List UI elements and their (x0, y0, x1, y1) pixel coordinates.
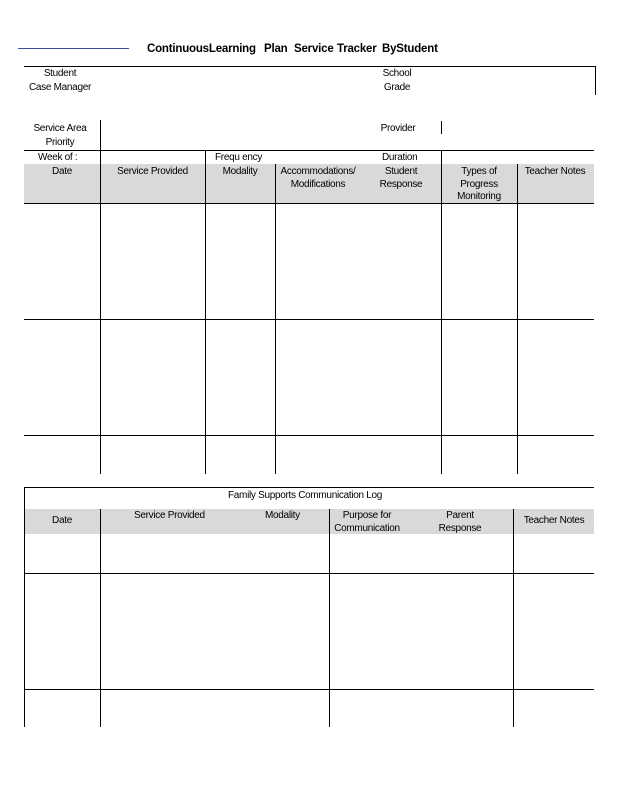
page-title-part-1: ContinuousLearning (147, 43, 256, 55)
list-item (25, 574, 594, 689)
col-header-student-response: Student (384, 166, 418, 177)
service-area-label: Service Area (33, 123, 87, 134)
col-header-progress: Types of (461, 166, 497, 177)
col-header-accommodations-2: Modifications (290, 179, 346, 190)
week-of-label: Week of : (38, 152, 78, 163)
family-header-parent-response-2: Response (438, 523, 482, 534)
family-header-modality: Modality (265, 510, 300, 521)
page-title-part-3: Service (294, 43, 334, 55)
student-label: Student (43, 68, 77, 79)
col-header-modality: Modality (222, 166, 258, 177)
family-header-purpose-2: Communication (334, 523, 400, 534)
col-header-progress-3: Monitoring (457, 191, 501, 202)
family-header-service-provided: Service Provided (134, 510, 205, 521)
list-item (25, 535, 594, 573)
info-divider-left (100, 120, 101, 164)
info-box-top (24, 66, 596, 67)
page-title-part-4: Tracker (337, 43, 377, 55)
family-header-parent-response: Parent (446, 510, 474, 521)
family-log-header-bg (25, 509, 594, 534)
col-header-service-provided: Service Provided (117, 166, 188, 177)
provider-divider (441, 121, 442, 134)
frequency-label: Frequ ency (215, 152, 263, 163)
school-label: School (382, 68, 412, 79)
grade-label: Grade (383, 82, 411, 93)
table-row (24, 204, 594, 319)
page-title-part-2: Plan (264, 43, 288, 55)
family-header-teacher-notes: Teacher Notes (523, 515, 585, 526)
list-item (25, 690, 594, 727)
col-header-student-response-2: Response (379, 179, 423, 190)
duration-label: Duration (382, 152, 418, 163)
provider-label: Provider (380, 123, 416, 134)
name-underline (18, 48, 129, 49)
col-header-accommodations: Accommodations/ (280, 166, 356, 177)
info-box-right (595, 66, 596, 95)
case-manager-label: Case Manager (29, 82, 91, 93)
family-log-title: Family Supports Communication Log (227, 490, 383, 501)
page-title-part-5: ByStudent (382, 43, 438, 55)
table-row (24, 436, 594, 474)
family-header-purpose: Purpose for (342, 510, 392, 521)
family-header-date: Date (52, 515, 72, 526)
col-header-teacher-notes: Teacher Notes (524, 166, 586, 177)
family-log-top (24, 487, 594, 488)
col-header-progress-2: Progress (460, 179, 498, 190)
table-row (24, 320, 594, 435)
col-header-date: Date (52, 166, 72, 177)
week-row-top (24, 150, 594, 151)
priority-label: Priority (45, 137, 75, 148)
